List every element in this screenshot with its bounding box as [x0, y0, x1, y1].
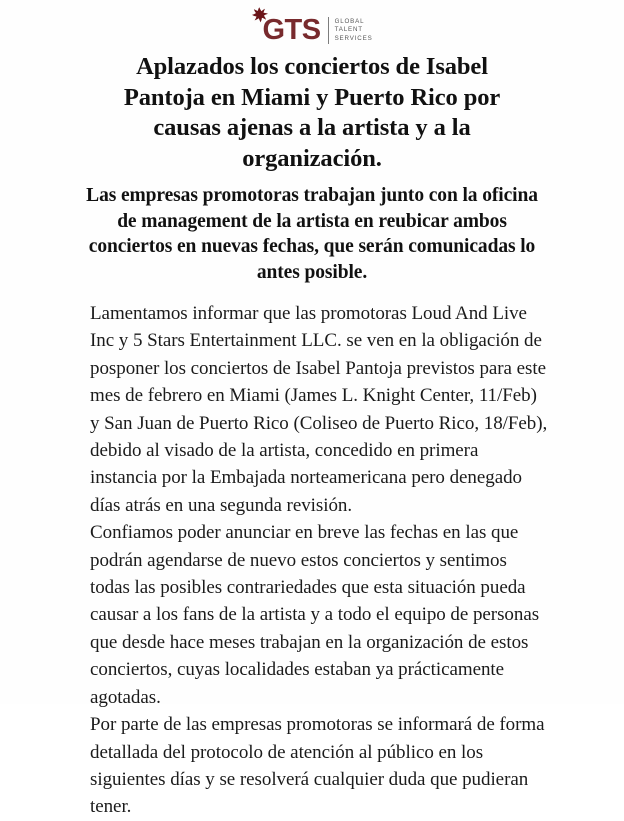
gts-wordmark: GTS	[262, 14, 321, 46]
page-subtitle: Las empresas promotoras trabajan junto con la oficina de management de la artista en reubicar ambos conciertos en nuevas fechas, que serán comunicadas lo antes posible.	[86, 185, 538, 283]
body-paragraph-3: Por parte de las empresas promotoras se informará de forma detallada del protocolo de atención al público en los siguientes días y se resolverá cualquier duda que pudieran tener.	[90, 714, 545, 818]
logo-header	[0, 0, 624, 46]
logo-divider	[328, 17, 329, 44]
logo-tagline-line-2: TALENT	[334, 26, 363, 34]
body-paragraph-1: Lamentamos informar que las promotoras Loud And Live Inc y 5 Stars Entertainment LLC. se ven en la obligación de posponer los conciertos de Isabel Pantoja previstos para este mes de febrero en Miami (James L. Knight Center, 11/Feb) y San Juan de Puerto Rico (Coliseo de Puerto Rico, 18/Feb), debido al visado de la artista, concedido en primera instancia por la Embajada norteamericana pero denegado días atrás en una segunda revisión.	[90, 303, 548, 516]
body-paragraph-2: Confiamos poder anunciar en breve las fechas en las que podrán agendarse de nuevo estos conciertos y sentimos todas las posibles contrariedades que esta situación pueda causar a los fans de la artista y a todo el equipo de personas que desde hace meses trabajan en la organización de estos conciertos, cuyas localidades estaban ya prácticamente agotadas.	[90, 522, 540, 708]
logo-tagline	[335, 18, 373, 45]
logo-tagline-line-3: SERVICES	[334, 34, 373, 42]
page-title: Aplazados los conciertos de Isabel Pantoja en Miami y Puerto Rico por causas ajenas a la artista y a la organización.	[123, 53, 501, 172]
statement-body	[0, 300, 624, 821]
logo-tagline-line-1: GLOBAL	[334, 17, 365, 25]
gts-logo	[251, 9, 372, 45]
